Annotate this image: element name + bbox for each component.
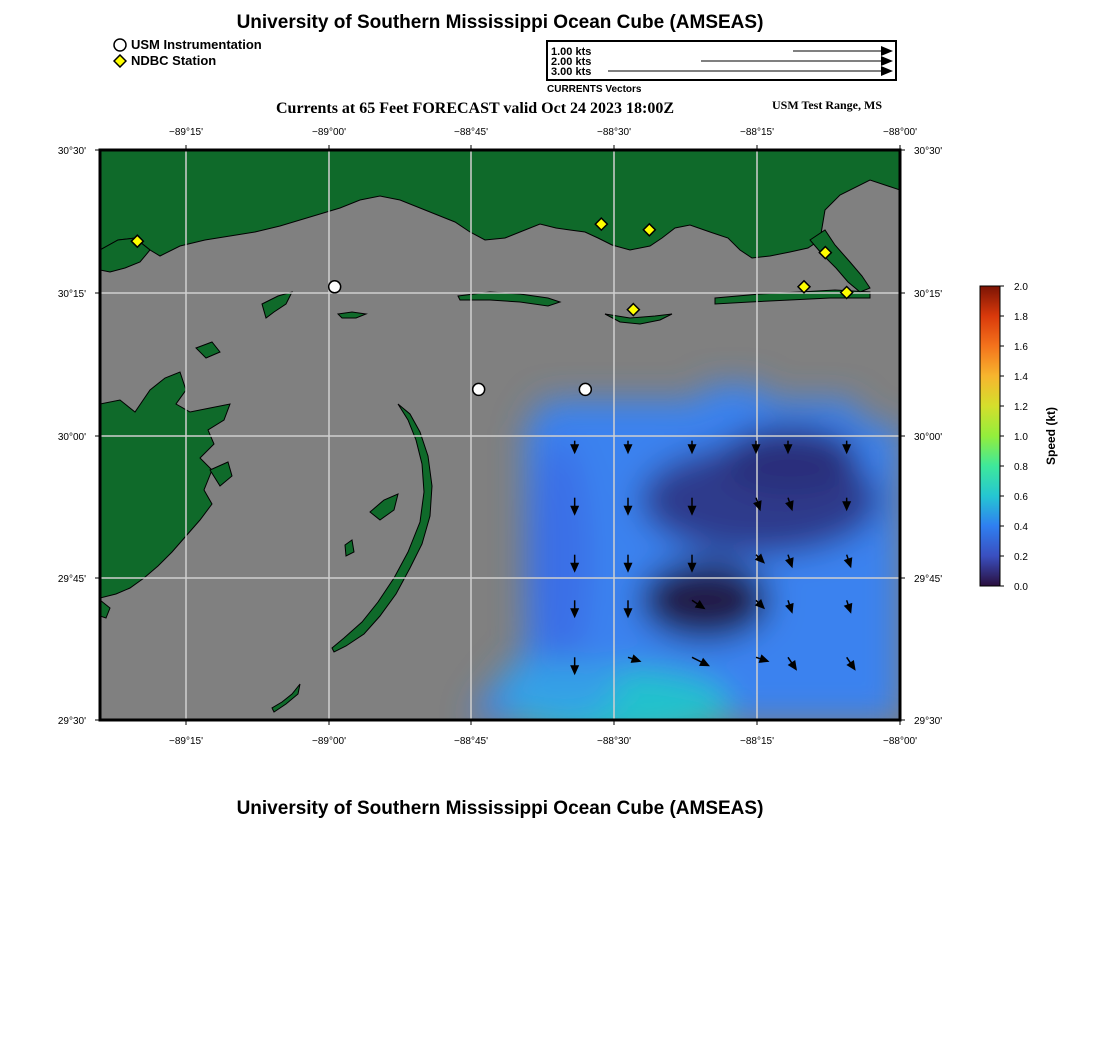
lon-label-top: −88°45' — [454, 127, 488, 138]
colorbar-tick-label: 1.0 — [1014, 432, 1028, 443]
lat-label-left: 30°15' — [57, 289, 86, 300]
lat-label-right: 30°15' — [914, 289, 943, 300]
colorbar — [980, 282, 1058, 593]
lat-label-right: 29°30' — [914, 716, 943, 727]
colorbar-tick-label: 0.6 — [1014, 492, 1028, 503]
lon-label-top: −89°15' — [169, 127, 203, 138]
lon-label-top: −88°00' — [883, 127, 917, 138]
page-title: University of Southern Mississippi Ocean Cube (AMSEAS) — [236, 12, 764, 33]
lat-label-right: 30°30' — [914, 146, 943, 157]
lat-label-right: 30°00' — [914, 432, 943, 443]
lat-label-left: 30°30' — [57, 146, 86, 157]
colorbar-scale — [980, 286, 1000, 586]
vector-key-label-2: 2.00 kts — [551, 56, 592, 68]
lat-labels-left — [58, 146, 86, 727]
lon-label-top: −88°15' — [740, 127, 774, 138]
colorbar-tick-label: 0.4 — [1014, 522, 1028, 533]
colorbar-ticks — [1000, 282, 1028, 593]
usm-station-marker — [579, 383, 591, 395]
colorbar-tick-label: 1.6 — [1014, 342, 1028, 353]
colorbar-tick-label: 1.8 — [1014, 312, 1028, 323]
colorbar-tick-label: 1.4 — [1014, 372, 1028, 383]
colorbar-tick-label: 0.2 — [1014, 552, 1028, 563]
lon-label-bottom: −88°45' — [454, 736, 488, 747]
vector-key-caption: CURRENTS Vectors — [547, 84, 642, 95]
lon-label-top: −88°30' — [597, 127, 631, 138]
lon-labels-bottom — [169, 736, 917, 747]
colorbar-label: Speed (kt) — [1044, 406, 1058, 466]
region-label: USM Test Range, MS — [772, 98, 883, 112]
lon-label-bottom: −89°00' — [312, 736, 346, 747]
colorbar-tick-label: 0.8 — [1014, 462, 1028, 473]
lon-labels-top — [169, 127, 917, 138]
usm-station-marker — [329, 281, 341, 293]
legend-usm-label: USM Instrumentation — [131, 37, 262, 52]
colorbar-tick-label: 2.0 — [1014, 282, 1028, 293]
legend-ndbc-label: NDBC Station — [131, 53, 217, 68]
lon-label-bottom: −89°15' — [169, 736, 203, 747]
lat-label-left: 30°00' — [57, 432, 86, 443]
map-subtitle: Currents at 65 Feet FORECAST valid Oct 24 2023 18:00Z — [276, 100, 675, 117]
lat-label-left: 29°30' — [57, 716, 86, 727]
lon-label-bottom: −88°15' — [740, 736, 774, 747]
lat-label-right: 29°45' — [914, 574, 943, 585]
vector-key-label-3: 3.00 kts — [551, 66, 592, 78]
lon-label-bottom: −88°30' — [597, 736, 631, 747]
usm-station-marker — [473, 383, 485, 395]
lon-label-top: −89°00' — [312, 127, 346, 138]
lat-label-left: 29°45' — [57, 574, 86, 585]
lat-labels-right — [914, 146, 942, 727]
footer-title: University of Southern Mississippi Ocean Cube (AMSEAS) — [236, 798, 764, 819]
speed-field — [470, 385, 900, 740]
colorbar-tick-label: 1.2 — [1014, 402, 1028, 413]
lon-label-bottom: −88°00' — [883, 736, 917, 747]
colorbar-tick-label: 0.0 — [1014, 582, 1028, 593]
vector-key-label-1: 1.00 kts — [551, 46, 592, 58]
